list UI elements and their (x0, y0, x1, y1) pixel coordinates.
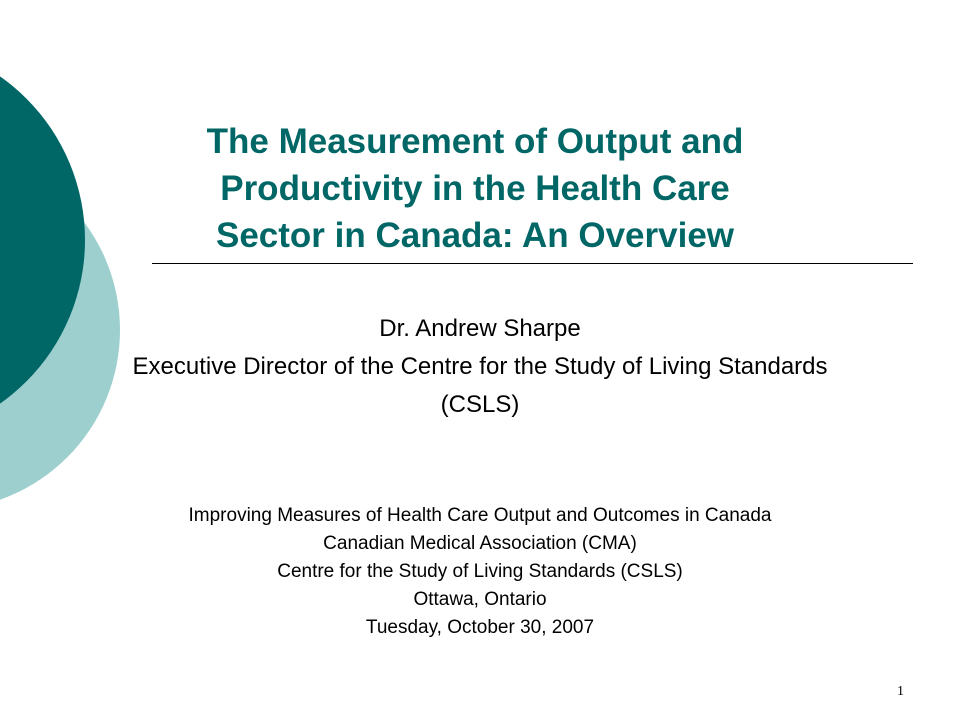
title-line: Productivity in the Health Care (220, 169, 730, 208)
event-date: Tuesday, October 30, 2007 (365, 617, 595, 638)
page-number: 1 (897, 684, 904, 699)
author-name: Dr. Andrew Sharpe (379, 315, 581, 342)
event-block (100, 502, 860, 642)
author-block (40, 310, 920, 424)
event-location: Ottawa, Ontario (413, 589, 547, 610)
event-host: Canadian Medical Association (CMA) (323, 533, 637, 554)
title-divider (152, 263, 913, 264)
author-title: Executive Director of the Centre for the Study of Living Standards (132, 353, 828, 380)
title-line: Sector in Canada: An Overview (215, 216, 735, 255)
event-cohost: Centre for the Study of Living Standards (CSLS) (277, 561, 683, 582)
title-line: The Measurement of Output and (206, 122, 744, 161)
author-org-abbrev: (CSLS) (440, 391, 520, 418)
event-name: Improving Measures of Health Care Output and Outcomes in Canada (188, 505, 772, 526)
slide-title (130, 118, 820, 259)
